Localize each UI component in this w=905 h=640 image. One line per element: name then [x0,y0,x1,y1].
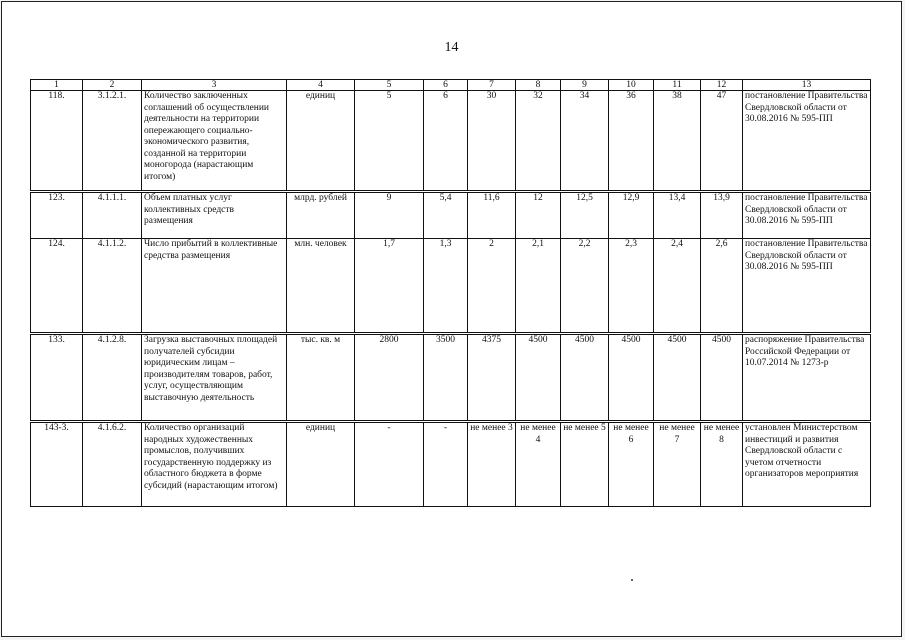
value-12: 4500 [701,335,743,421]
table-row [31,335,871,421]
table-row [31,193,871,239]
value-12: 47 [701,91,743,191]
value-7: 30 [468,91,516,191]
row-number: 143-3. [31,423,83,507]
header-cell: 10 [609,80,654,91]
value-6: 1,3 [424,239,468,333]
value-8: 2,1 [516,239,561,333]
value-9: 12,5 [561,193,609,239]
value-6: 3500 [424,335,468,421]
value-10: 4500 [609,335,654,421]
indicator-name: Загрузка выставочных площадей получателей субсидии юридическим лицам – производителям товаров, работ, услуг, осуществляющим выставочную деятельность [142,335,287,421]
value-11: не менее 7 [654,423,701,507]
source: постановление Правительства Свердловской области от 30.08.2016 № 595-ПП [743,239,871,333]
unit: млн. человек [287,239,355,333]
source: постановление Правительства Свердловской области от 30.08.2016 № 595-ПП [743,193,871,239]
source: постановление Правительства Свердловской области от 30.08.2016 № 595-ПП [743,91,871,191]
header-cell: 1 [31,80,83,91]
value-7: 4375 [468,335,516,421]
value-6: 5,4 [424,193,468,239]
value-12: 13,9 [701,193,743,239]
indicators-table [30,79,871,507]
header-cell: 2 [83,80,142,91]
value-6: - [424,423,468,507]
value-10: не менее 6 [609,423,654,507]
value-5: 5 [355,91,424,191]
value-8: 4500 [516,335,561,421]
value-9: 2,2 [561,239,609,333]
row-code: 3.1.2.1. [83,91,142,191]
header-cell: 13 [743,80,871,91]
table-row [31,239,871,333]
scan-speck [631,579,633,581]
value-5: - [355,423,424,507]
unit: млрд. рублей [287,193,355,239]
value-9: не менее 5 [561,423,609,507]
table-row [31,423,871,507]
page-number: 14 [444,40,459,55]
row-number: 133. [31,335,83,421]
row-code: 4.1.1.2. [83,239,142,333]
document-page [1,1,902,637]
value-9: 34 [561,91,609,191]
unit: тыс. кв. м [287,335,355,421]
unit: единиц [287,91,355,191]
unit: единиц [287,423,355,507]
indicator-name: Объем платных услуг коллективных средств размещения [142,193,287,239]
header-cell: 12 [701,80,743,91]
header-row [31,80,871,91]
source: установлен Министерством инвестиций и развития Свердловской области с учетом отчетности организаторов мероприятия [743,423,871,507]
indicator-name: Число прибытий в коллективные средства размещения [142,239,287,333]
value-5: 9 [355,193,424,239]
row-code: 4.1.1.1. [83,193,142,239]
value-5: 2800 [355,335,424,421]
row-code: 4.1.2.8. [83,335,142,421]
value-7: не менее 3 [468,423,516,507]
header-cell: 4 [287,80,355,91]
header-cell: 11 [654,80,701,91]
value-11: 13,4 [654,193,701,239]
header-cell: 6 [424,80,468,91]
header-cell: 3 [142,80,287,91]
value-8: 32 [516,91,561,191]
value-8: 12 [516,193,561,239]
value-10: 36 [609,91,654,191]
header-cell: 8 [516,80,561,91]
value-10: 2,3 [609,239,654,333]
value-6: 6 [424,91,468,191]
indicator-name: Количество заключенных соглашений об осуществлении деятельности на территории опережающего социально-экономического развития, созданной на территории моногорода (нарастающим итогом) [142,91,287,191]
value-9: 4500 [561,335,609,421]
value-11: 2,4 [654,239,701,333]
header-cell: 9 [561,80,609,91]
value-11: 38 [654,91,701,191]
row-number: 124. [31,239,83,333]
header-cell: 5 [355,80,424,91]
row-number: 123. [31,193,83,239]
value-11: 4500 [654,335,701,421]
source: распоряжение Правительства Российской Федерации от 10.07.2014 № 1273-р [743,335,871,421]
value-7: 2 [468,239,516,333]
value-7: 11,6 [468,193,516,239]
table-row [31,91,871,191]
value-10: 12,9 [609,193,654,239]
header-cell: 7 [468,80,516,91]
value-5: 1,7 [355,239,424,333]
indicator-name: Количество организаций народных художественных промыслов, получивших государственную поддержку из областного бюджета в форме субсидий (нарастающим итогом) [142,423,287,507]
value-12: не менее 8 [701,423,743,507]
row-number: 118. [31,91,83,191]
value-12: 2,6 [701,239,743,333]
value-8: не менее 4 [516,423,561,507]
row-code: 4.1.6.2. [83,423,142,507]
